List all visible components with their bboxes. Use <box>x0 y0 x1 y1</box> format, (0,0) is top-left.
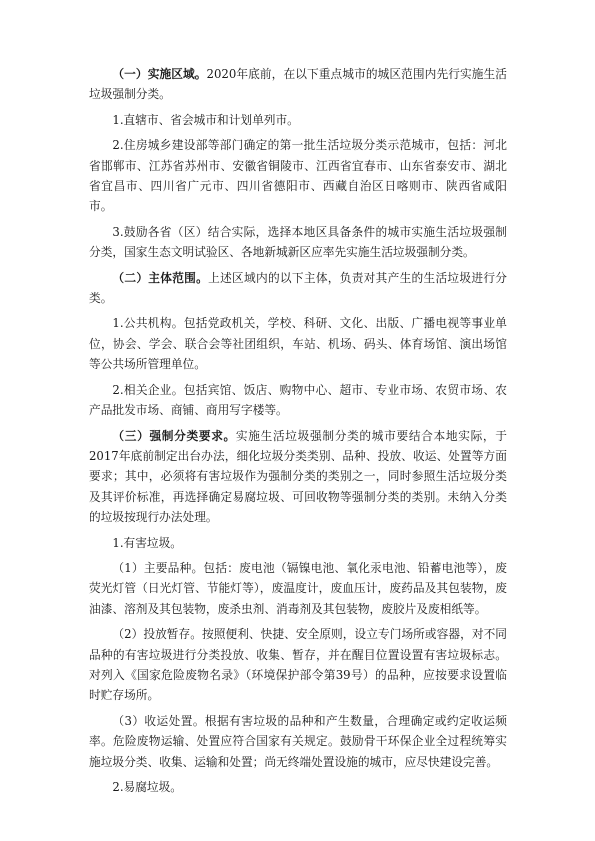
paragraph-text: （2）投放暂存。按照便利、快捷、安全原则，设立专门场所或容器，对不同品种的有害垃圾进行分类投放、收集、暂存，并在醒目位置设置有害垃圾标志。对列入《国家危险废物名录》（环境保护部令第39号）的品种，应按要求设置临时贮存场所。 <box>89 627 507 703</box>
paragraph-text: 2.住房城乡建设部等部门确定的第一批生活垃圾分类示范城市，包括：河北省邯郸市、江苏省苏州市、安徽省铜陵市、江西省宜春市、山东省泰安市、湖北省宜昌市、四川省广元市、四川省德阳市、西藏自治区日喀则市、陕西省咸阳市。 <box>89 138 507 214</box>
paragraph-subject-scope <box>89 268 507 309</box>
section-heading-2: （二）主体范围。 <box>112 270 209 285</box>
paragraph-text: 1.有害垃圾。 <box>112 535 182 550</box>
paragraph-text: 2020年底前，在以下重点城市的城区范围内先行实施生活垃圾强制分类。 <box>89 67 507 102</box>
paragraph-text: 2.易腐垃圾。 <box>112 780 182 794</box>
paragraph-text: 1.公共机构。包括党政机关，学校、科研、文化、出版、广播电视等事业单位，协会、学会、联合会等社团组织，车站、机场、码头、体育场馆、演出场馆等公共场所管理单位。 <box>89 316 507 372</box>
paragraph-collection-disposal <box>89 711 507 772</box>
paragraph-text: 上述区域内的以下主体，负责对其产生的生活垃圾进行分类。 <box>89 270 507 306</box>
paragraph-implementation-area <box>89 64 507 105</box>
paragraph-main-varieties <box>89 558 507 619</box>
paragraph-item-1 <box>89 110 507 130</box>
paragraph-related-enterprises <box>89 380 507 421</box>
paragraph-text: 实施生活垃圾强制分类的城市要结合本地实际，于2017年底前制定出台办法，细化垃圾分类类别、品种、投放、收运、处置等方面要求；其中，必须将有害垃圾作为强制分类的类别之一，同时参照生活垃圾分类及其评价标准，再选择确定易腐垃圾、可回收物等强制分类的类别。未纳入分类的垃圾按现行办法处理。 <box>89 428 507 525</box>
paragraph-perishable-waste <box>89 777 507 797</box>
paragraph-classification-requirements <box>89 426 507 528</box>
paragraph-text: 1.直辖市、省会城市和计划单列市。 <box>112 112 299 127</box>
paragraph-temporary-storage <box>89 624 507 706</box>
paragraph-text: （1）主要品种。包括：废电池（镉镍电池、氧化汞电池、铅蓄电池等），废荧光灯管（日光灯管、节能灯等），废温度计，废血压计，废药品及其包装物，废油漆、溶剂及其包装物，废杀虫剂、消毒剂及其包装物，废胶片及废相纸等。 <box>89 560 507 616</box>
paragraph-text: （3）收运处置。根据有害垃圾的品种和产生数量，合理确定或约定收运频率。危险废物运输、处置应符合国家有关规定。鼓励骨干环保企业全过程统筹实施垃圾分类、收集、运输和处置；尚无终端处置设施的城市，应尽快建设完善。 <box>89 713 507 769</box>
paragraph-hazardous-waste <box>89 533 507 553</box>
section-heading-1: （一）实施区域。 <box>112 67 207 81</box>
paragraph-text: 3.鼓励各省（区）结合实际，选择本地区具备条件的城市实施生活垃圾强制分类，国家生态文明试验区、各地新城新区应率先实施生活垃圾强制分类。 <box>89 224 507 260</box>
document-page <box>89 64 507 802</box>
paragraph-public-institutions <box>89 313 507 374</box>
paragraph-text: 2.相关企业。包括宾馆、饭店、购物中心、超市、专业市场、农贸市场、农产品批发市场、商铺、商用写字楼等。 <box>89 382 507 418</box>
section-heading-3: （三）强制分类要求。 <box>112 428 236 443</box>
paragraph-item-2 <box>89 135 507 217</box>
paragraph-item-3 <box>89 222 507 263</box>
